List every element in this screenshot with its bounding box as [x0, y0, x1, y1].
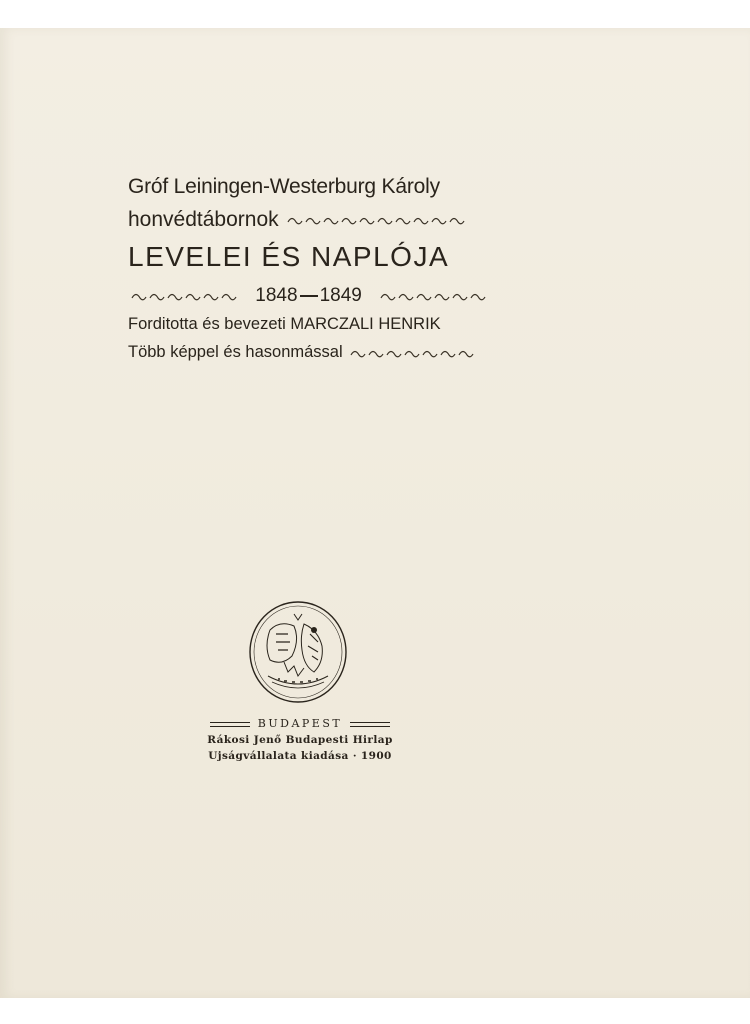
images-text: Több képpel és hasonmással: [128, 343, 343, 361]
double-rule-left: [210, 722, 250, 727]
author-line: Gróf Leiningen-Westerburg Károly: [128, 175, 440, 198]
translator-line: Forditotta és bevezeti MARCZALI HENRIK: [128, 315, 441, 333]
images-line: [128, 343, 488, 371]
rank-text: honvédtábornok: [128, 208, 279, 231]
years-line: [128, 285, 488, 315]
year-dash: [300, 295, 318, 297]
year-start: 1848: [255, 285, 298, 306]
publisher-line-1: Rákosi Jenő Budapesti Hirlap: [207, 734, 393, 746]
imprint: [190, 716, 410, 764]
swash-ornament-icon: [347, 346, 475, 360]
swash-ornament-icon: [377, 289, 489, 303]
city-row: [190, 716, 410, 732]
rank-line: [128, 208, 488, 241]
swash-ornament-icon: [128, 289, 240, 303]
main-title: LEVELEI ÉS NAPLÓJA: [128, 241, 450, 272]
publisher-line-2: Ujságvállalata kiadása · 1900: [208, 750, 392, 762]
publisher-seal-icon: [248, 600, 348, 704]
city: BUDAPEST: [257, 717, 343, 730]
swash-ornament-icon: [284, 213, 470, 227]
title-block: [128, 175, 488, 371]
double-rule-right: [350, 722, 390, 727]
year-end: 1849: [319, 285, 362, 306]
year-range: [255, 285, 362, 307]
title-page: [0, 28, 750, 998]
